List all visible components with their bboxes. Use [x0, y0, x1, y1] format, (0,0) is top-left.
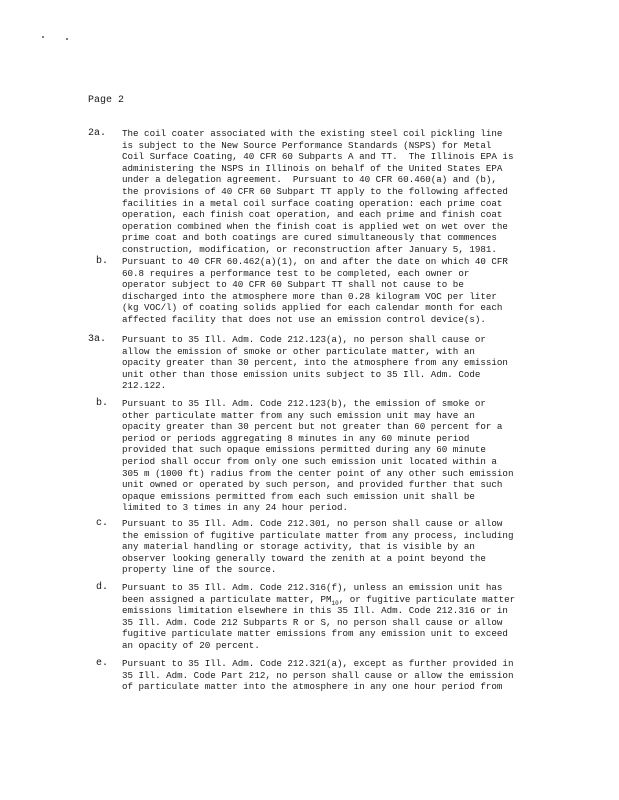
- page-number-header: Page 2: [88, 95, 125, 106]
- paragraph-body: [122, 256, 542, 326]
- paragraph-label: b.: [96, 398, 109, 409]
- text-line: is subject to the New Source Performance Standards (NSPS) for Metal: [122, 139, 492, 151]
- text-line: opacity greater than 30 percent but not greater than 60 percent for a: [122, 421, 503, 433]
- text-segment: , or fugitive particulate matter: [338, 593, 516, 605]
- paragraph-body: [122, 658, 542, 693]
- text-line: Pursuant to 35 Ill. Adm. Code 212.301, no person shall cause or allow: [122, 518, 503, 529]
- text-line: The coil coater associated with the existing steel coil pickling line: [122, 128, 503, 139]
- paragraph-label: 2a.: [88, 128, 107, 139]
- paragraph-body: [122, 582, 542, 652]
- text-line: (kg VOC/l) of coating solids applied for each calendar month for each: [122, 302, 503, 314]
- subscript: 10: [331, 599, 339, 606]
- text-line: 60.8 requires a performance test to be completed, each owner or: [122, 267, 470, 279]
- paragraph-body: [122, 518, 542, 576]
- text-line: Pursuant to 40 CFR 60.462(a)(1), on and after the date on which 40 CFR: [122, 256, 508, 267]
- text-line: construction, modification, or reconstruction after January 5, 1981.: [122, 243, 497, 255]
- text-line: period or periods aggregating 8 minutes in any 60 minute period: [122, 432, 470, 444]
- text-line: under a delegation agreement. Pursuant to 40 CFR 60.460(a) and (b),: [122, 174, 497, 186]
- text-line: Pursuant to 35 Ill. Adm. Code 212.321(a), except as further provided in: [122, 658, 514, 669]
- paragraph-body: [122, 334, 542, 392]
- text-line: 35 Ill. Adm. Code Part 212, no person shall cause or allow the emission: [122, 669, 514, 681]
- text-line: other particulate matter from any such emission unit may have an: [122, 409, 475, 421]
- text-line: fugitive particulate matter emissions from any emission unit to exceed: [122, 628, 508, 640]
- paragraph-label: d.: [96, 582, 109, 593]
- text-line: [122, 594, 542, 606]
- text-line: prime coat and both coatings are cured simultaneously that commences: [122, 232, 497, 244]
- text-line: discharged into the atmosphere more than 0.28 kilogram VOC per liter: [122, 290, 497, 302]
- text-line: Pursuant to 35 Ill. Adm. Code 212.316(f), unless an emission unit has: [122, 582, 503, 593]
- text-line: affected facility that does not use an emission control device(s).: [122, 313, 486, 325]
- text-line: an opacity of 20 percent.: [122, 639, 260, 651]
- text-line: operator subject to 40 CFR 60 Subpart TT shall not cause to be: [122, 279, 464, 291]
- text-line: 305 m (1000 ft) radius from the center point of any other such emission: [122, 467, 514, 479]
- text-line: of particulate matter into the atmosphere in any one hour period from: [122, 681, 503, 693]
- paragraph-label: c.: [96, 518, 109, 529]
- text-line: unit owned or operated by such person, and provided further that such: [122, 479, 503, 491]
- text-line: administering the NSPS in Illinois on behalf of the United States EPA: [122, 162, 503, 174]
- text-line: allow the emission of smoke or other particulate matter, with an: [122, 345, 475, 357]
- text-line: Pursuant to 35 Ill. Adm. Code 212.123(b), the emission of smoke or: [122, 398, 486, 409]
- text-line: facilities in a metal coil surface coating operation: each prime coat: [122, 197, 503, 209]
- text-line: any material handling or storage activity, that is visible by an: [122, 541, 475, 553]
- text-line: the emission of fugitive particulate matter from any process, including: [122, 529, 514, 541]
- text-line: the provisions of 40 CFR 60 Subpart TT apply to the following affected: [122, 185, 508, 197]
- text-line: Pursuant to 35 Ill. Adm. Code 212.123(a), no person shall cause or: [122, 334, 486, 345]
- text-line: provided that such opaque emissions permitted during any 60 minute: [122, 444, 486, 456]
- text-line: operation combined when the finish coat is applied wet on wet over the: [122, 220, 508, 232]
- text-segment: been assigned a particulate matter, PM: [122, 593, 332, 605]
- paragraph-label: e.: [96, 658, 109, 669]
- text-line: limited to 3 times in any 24 hour period.: [122, 502, 349, 514]
- text-line: 212.122.: [122, 380, 167, 392]
- text-line: unit other than those emission units subject to 35 Ill. Adm. Code: [122, 368, 481, 380]
- text-line: observer looking generally toward the zenith at a point beyond the: [122, 552, 486, 564]
- paragraph-label: 3a.: [88, 334, 107, 345]
- text-line: period shall occur from only one such emission unit located within a: [122, 455, 497, 467]
- text-line: operation, each finish coat operation, and each prime and finish coat: [122, 209, 503, 221]
- text-line: 35 Ill. Adm. Code 212 Subparts R or S, no person shall cause or allow: [122, 616, 503, 628]
- text-line: Coil Surface Coating, 40 CFR 60 Subparts A and TT. The Illinois EPA is: [122, 151, 514, 163]
- text-line: emissions limitation elsewhere in this 35 Ill. Adm. Code 212.316 or in: [122, 605, 508, 617]
- scan-speck: [42, 36, 44, 38]
- text-line: property line of the source.: [122, 564, 277, 576]
- text-line: opacity greater than 30 percent, into the atmosphere from any emission: [122, 357, 508, 369]
- paragraph-label: b.: [96, 256, 109, 267]
- text-line: opaque emissions permitted from each such emission unit shall be: [122, 490, 475, 502]
- paragraph-body: [122, 398, 542, 514]
- scan-speck: [66, 38, 68, 40]
- paragraph-body: [122, 128, 542, 256]
